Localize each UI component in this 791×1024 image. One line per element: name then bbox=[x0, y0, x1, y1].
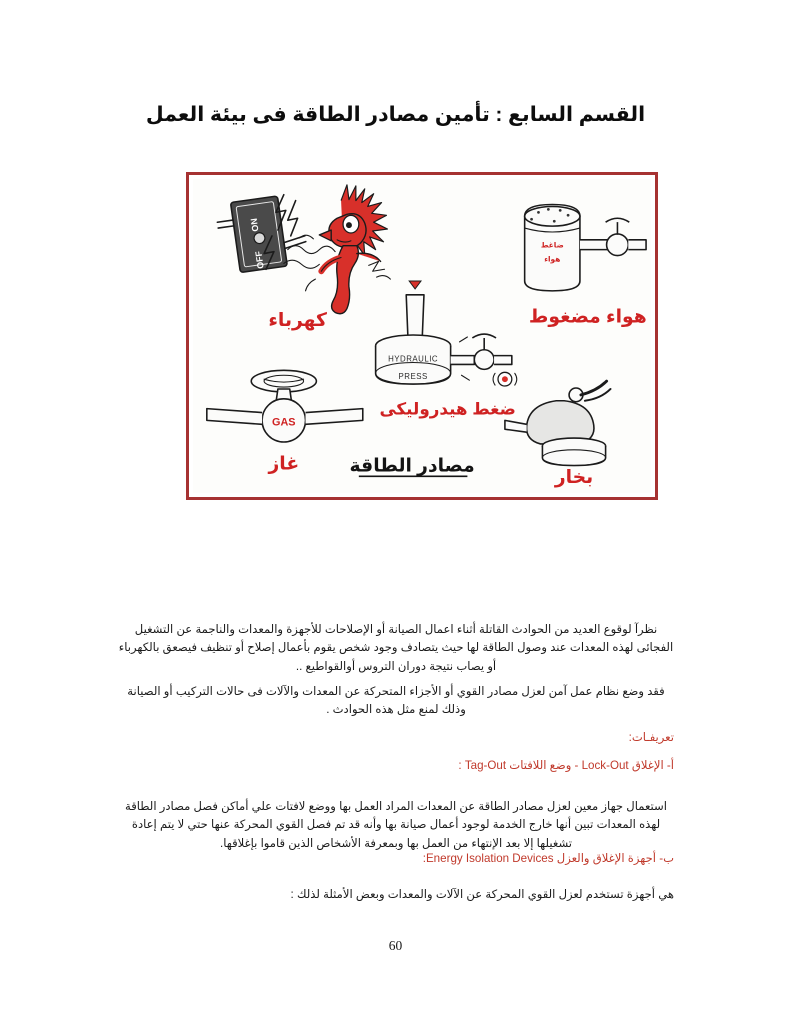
steam-kettle-icon bbox=[505, 381, 611, 488]
definition-item-a: أ- الإغلاق Lock-Out - وضع اللافتات Tag-Out : bbox=[458, 759, 674, 772]
caption-gas: غاز bbox=[268, 452, 300, 474]
caption-hydraulic: ضغط هيدروليكى bbox=[379, 399, 516, 419]
press-label-line2: PRESS bbox=[398, 372, 428, 382]
gas-valve-icon bbox=[207, 370, 363, 474]
paragraph-lockout-definition: استعمال جهاز معين لعزل مصادر الطاقة عن المعدات المراد العمل بها ووضع لافتات علي أماكن فصل مصادر الطاقة لهذه المعدات تبين أنها خارج الخدمة لوجود أعمال صيانة بها وأنه قد تم فصل القوي المحركة عنها حتي لا يتم إعادة تشغيلها إلا بعد الإنتهاء من العمل بها وبمعرفة الأشخاص الذين قاموا بإغلاقها. bbox=[125, 799, 667, 851]
svg-text:ON: ON bbox=[248, 217, 261, 233]
definition-item-b: ب- أجهزة الإغلاق والعزل Energy Isolation Devices: bbox=[422, 852, 674, 865]
tank-label-line1: ضاغط bbox=[540, 240, 564, 250]
shocked-figure-icon bbox=[306, 185, 391, 314]
compressed-air-icon bbox=[525, 205, 647, 328]
page-title: القسم السابع : تأمين مصادر الطاقة فى بيئة العمل bbox=[145, 102, 646, 126]
definitions-heading: تعريفـات: bbox=[628, 731, 674, 744]
caption-electricity: كهرباء bbox=[268, 309, 327, 331]
paragraph-system: فقد وضع نظام عمل آمن لعزل مصادر القوي أو الأجزاء المتحركة عن المعدات والآلات فى حالات التركيب أو الصيانة وذلك لمنع مثل هذه الحوادث . bbox=[127, 684, 665, 717]
figure-canvas bbox=[193, 179, 651, 493]
hydraulic-press-icon bbox=[376, 281, 517, 419]
gas-label: GAS bbox=[272, 416, 296, 429]
energy-sources-figure bbox=[186, 172, 658, 500]
energy-sources-illustration bbox=[193, 179, 651, 493]
press-label-line1: HYDRAULIC bbox=[388, 354, 439, 364]
paragraph-intro: نظرآ لوقوع العديد من الحوادث القاتلة أثناء اعمال الصيانة أو الإصلاحات للأجهزة والمعدات والناجمة عن التشغيل الفجائى لهذه المعدات عند وصول الطاقة لها حيث يتصادف وجود شخص يقوم بأعمال إصلاح أو تنظيف فيصعق بالكهرباء أو يصاب نتيجة دوران التروس أوالقواطيع .. bbox=[118, 622, 674, 674]
page-number: 60 bbox=[388, 938, 403, 953]
tank-label-line2: هواء bbox=[544, 254, 561, 264]
svg-text:مصادر الطاقة: مصادر الطاقة bbox=[349, 454, 475, 476]
caption-steam: بخار bbox=[554, 466, 594, 488]
electricity-icon bbox=[215, 185, 391, 331]
svg-text:OFF: OFF bbox=[253, 250, 266, 270]
figure-bottom-title bbox=[350, 454, 475, 476]
caption-compressed-air: هواء مضغوط bbox=[528, 305, 647, 327]
paragraph-isolation-devices: هي أجهزة تستخدم لعزل القوي المحركة عن الآلات والمعدات وبعض الأمثلة لذلك : bbox=[290, 888, 674, 901]
